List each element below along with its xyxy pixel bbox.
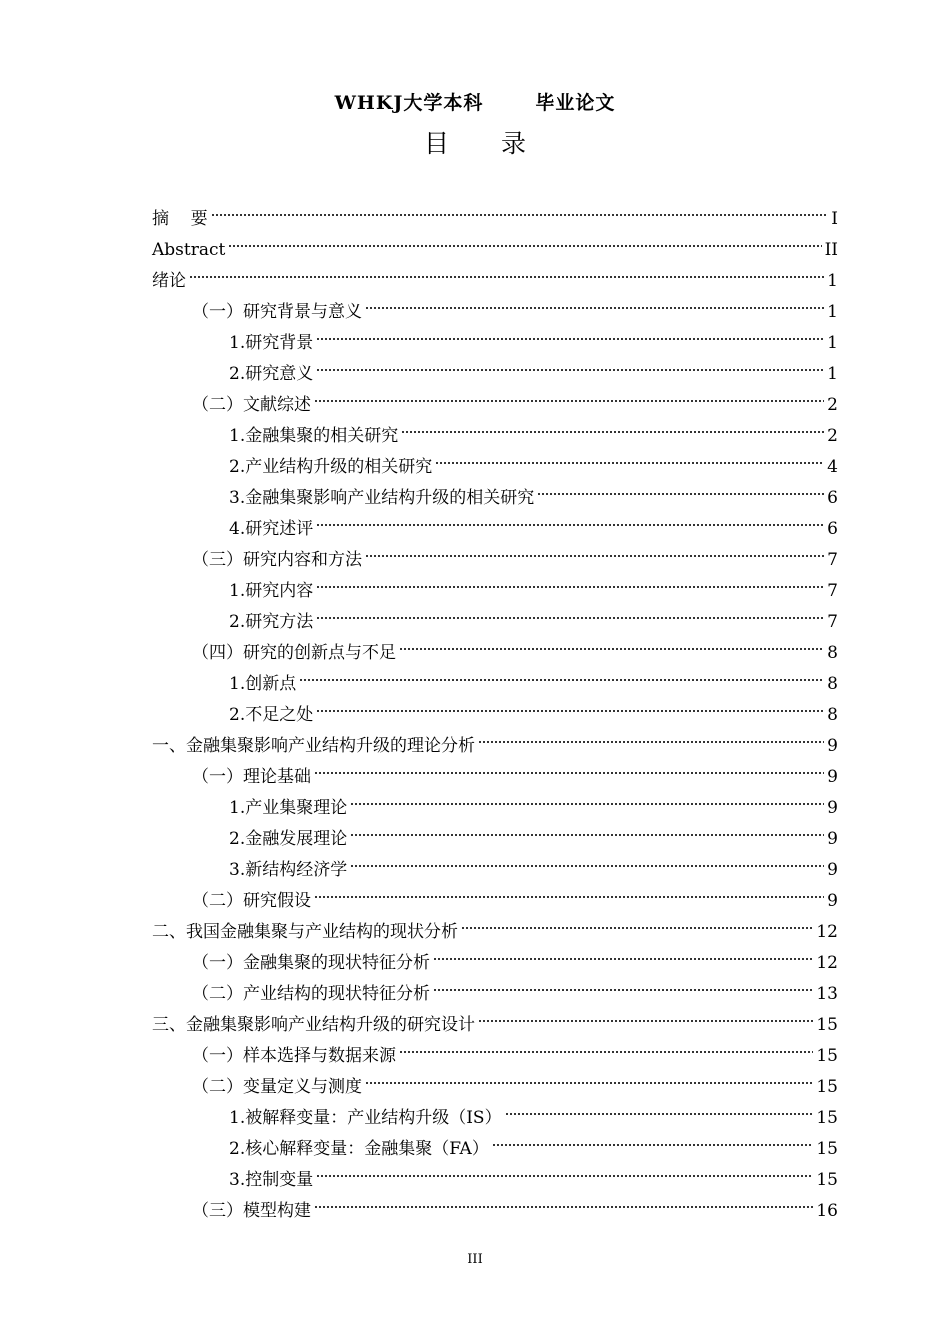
toc-entry-page: 9 (827, 860, 838, 880)
toc-entry-page: 6 (827, 519, 838, 539)
toc-entry-label: 2.核心解释变量：金融集聚（FA） (229, 1139, 489, 1159)
toc-leader-dots (478, 720, 824, 751)
toc-leader-dots (350, 813, 824, 844)
toc-leader-dots (350, 844, 824, 875)
toc-entry-page: 9 (827, 767, 838, 787)
toc-entry-page: 15 (816, 1046, 838, 1066)
toc-entry-page: 1 (827, 364, 838, 384)
toc-entry-page: 15 (816, 1015, 838, 1035)
toc-leader-dots (401, 410, 824, 441)
toc-entry-page: 16 (816, 1201, 838, 1221)
toc-entry-label: 4.研究述评 (229, 519, 314, 539)
toc-entry-page: 15 (816, 1108, 838, 1128)
toc-entry-label: 2.不足之处 (229, 705, 314, 725)
toc-entry-label: 1.创新点 (229, 674, 297, 694)
toc-leader-dots (316, 596, 824, 627)
toc-leader-dots (316, 503, 824, 534)
toc-entry-page: 4 (827, 457, 838, 477)
toc-leader-dots (365, 286, 824, 317)
toc-leader-dots (365, 1061, 813, 1092)
toc-entry-label: （三）模型构建 (192, 1201, 311, 1221)
toc-leader-dots (433, 937, 813, 968)
toc-entry[interactable] (152, 255, 838, 291)
header-left: WHKJ大学本科 (334, 92, 484, 114)
toc-entry-label: 2.金融发展理论 (229, 829, 348, 849)
toc-leader-dots (228, 224, 821, 255)
toc-entry-label: （一）金融集聚的现状特征分析 (192, 953, 430, 973)
toc-leader-dots (505, 1092, 814, 1123)
toc-entry-page: 2 (827, 395, 838, 415)
toc-entry-page: 6 (827, 488, 838, 508)
toc-entry-page: 15 (816, 1170, 838, 1190)
toc-entry-label: 2.研究方法 (229, 612, 314, 632)
toc-leader-dots (211, 193, 829, 224)
toc-entry-label: 2.产业结构升级的相关研究 (229, 457, 433, 477)
toc-leader-dots (492, 1123, 814, 1154)
toc-entry-page: 12 (816, 953, 838, 973)
toc-entry-label: 1.产业集聚理论 (229, 798, 348, 818)
toc-entry-page: 9 (827, 891, 838, 911)
toc-entry-page: 1 (827, 333, 838, 353)
toc-leader-dots (433, 968, 813, 999)
toc-entry-label: 二、我国金融集聚与产业结构的现状分析 (152, 922, 458, 942)
toc-leader-dots (365, 534, 824, 565)
toc-entry-label: （二）文献综述 (192, 395, 311, 415)
page-number: III (467, 1252, 483, 1267)
toc-leader-dots (478, 999, 813, 1030)
toc-entry-page: 7 (827, 581, 838, 601)
toc-entry-label: 3.控制变量 (229, 1170, 314, 1190)
toc-entry-label: 摘 要 (152, 209, 208, 229)
toc-entry-page: 15 (816, 1077, 838, 1097)
toc-entry-label: 3.新结构经济学 (229, 860, 348, 880)
toc-entry-page: 15 (816, 1139, 838, 1159)
toc-entry-label: 三、金融集聚影响产业结构升级的研究设计 (152, 1015, 475, 1035)
toc-leader-dots (435, 441, 824, 472)
toc-leader-dots (316, 1154, 813, 1185)
toc-leader-dots (316, 565, 824, 596)
toc-entry-label: Abstract (152, 240, 226, 260)
toc-entry-page: 8 (827, 705, 838, 725)
toc-entry-page: 12 (816, 922, 838, 942)
toc-leader-dots (350, 782, 824, 813)
toc-entry-page: I (831, 209, 838, 229)
toc-entry-page: 9 (827, 798, 838, 818)
toc-entry-page: 2 (827, 426, 838, 446)
toc-entry-label: 1.研究背景 (229, 333, 314, 353)
page-title: 目 录 (424, 129, 548, 158)
toc-entry-label: 1.被解释变量：产业结构升级（IS） (229, 1108, 502, 1128)
table-of-contents (152, 193, 838, 1221)
toc-leader-dots (399, 1030, 813, 1061)
toc-leader-dots (314, 1185, 813, 1216)
toc-entry-label: （四）研究的创新点与不足 (192, 643, 396, 663)
toc-entry-page: 8 (827, 674, 838, 694)
toc-entry-label: （一）研究背景与意义 (192, 302, 362, 322)
toc-entry-page: 1 (827, 271, 838, 291)
toc-entry-label: 2.研究意义 (229, 364, 314, 384)
toc-entry[interactable] (152, 286, 838, 322)
toc-entry-label: 一、金融集聚影响产业结构升级的理论分析 (152, 736, 475, 756)
toc-entry-label: 1.研究内容 (229, 581, 314, 601)
toc-entry-label: 绪论 (152, 271, 186, 291)
toc-entry-page: 9 (827, 736, 838, 756)
toc-entry-page: 7 (827, 612, 838, 632)
toc-entry-label: （一）样本选择与数据来源 (192, 1046, 396, 1066)
toc-leader-dots (314, 875, 824, 906)
toc-entry-label: （三）研究内容和方法 (192, 550, 362, 570)
toc-entry[interactable] (152, 193, 838, 229)
header-right: 毕业论文 (535, 92, 616, 114)
toc-entry-page: 13 (816, 984, 838, 1004)
toc-entry-page: II (824, 240, 838, 260)
toc-entry-page: 7 (827, 550, 838, 570)
toc-entry-label: （二）研究假设 (192, 891, 311, 911)
toc-leader-dots (314, 751, 824, 782)
toc-leader-dots (316, 348, 824, 379)
toc-entry-page: 9 (827, 829, 838, 849)
toc-entry[interactable] (152, 224, 838, 260)
toc-leader-dots (537, 472, 824, 503)
toc-leader-dots (299, 658, 824, 689)
toc-entry-label: 1.金融集聚的相关研究 (229, 426, 399, 446)
toc-entry-label: （二）变量定义与测度 (192, 1077, 362, 1097)
toc-leader-dots (316, 689, 824, 720)
toc-entry-label: （二）产业结构的现状特征分析 (192, 984, 430, 1004)
toc-leader-dots (399, 627, 824, 658)
toc-leader-dots (461, 906, 813, 937)
toc-entry-page: 8 (827, 643, 838, 663)
toc-leader-dots (316, 317, 824, 348)
toc-leader-dots (189, 255, 824, 286)
toc-entry-page: 1 (827, 302, 838, 322)
toc-leader-dots (314, 379, 824, 410)
toc-entry-label: （一）理论基础 (192, 767, 311, 787)
document-header (0, 88, 950, 115)
toc-entry-label: 3.金融集聚影响产业结构升级的相关研究 (229, 488, 535, 508)
